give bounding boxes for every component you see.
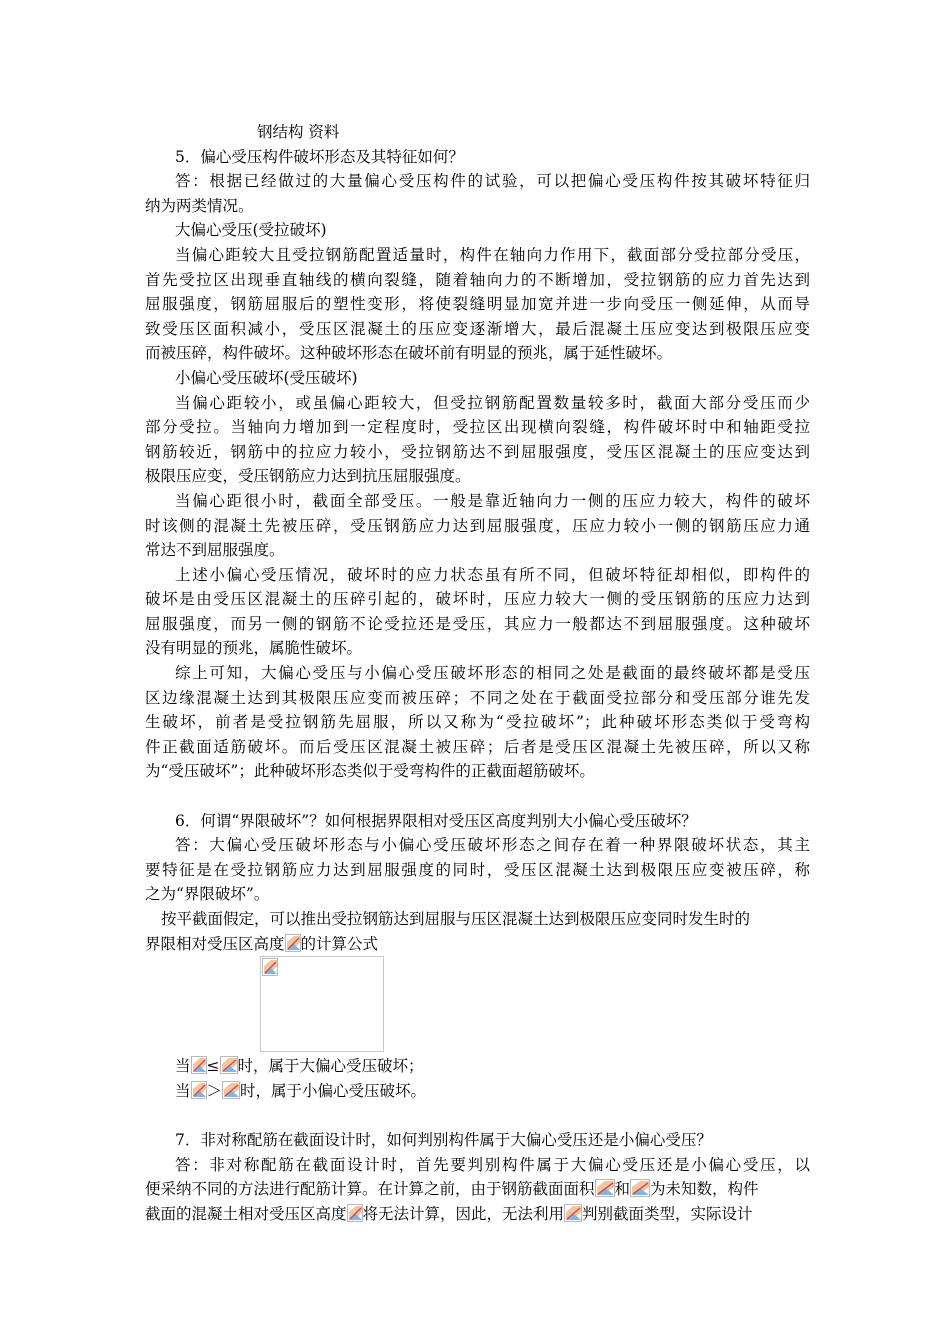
paragraph-line: 部分受拉。当轴向力增加到一定程度时，受拉区出现横向裂缝，构件破坏时中和轴距受拉: [145, 418, 810, 437]
text-fragment: 和: [614, 1180, 631, 1199]
paragraph-line: 综上可知，大偏心受压与小偏心受压破坏形态的相同之处是截面的最终破坏都是受压: [175, 664, 810, 683]
question-5-title: 5．偏心受压构件破坏形态及其特征如何？: [175, 147, 464, 166]
paragraph-line: [145, 1202, 810, 1227]
paragraph-line: 钢筋较近，钢筋中的拉应力较小，受拉钢筋达不到屈服强度，受压区混凝土的压应变达到: [145, 442, 810, 461]
paragraph-line: 屈服强度，而另一侧的钢筋不论受拉还是受压，其应力一般都达不到屈服强度。这种破坏: [145, 614, 810, 633]
paragraph-line: 生破坏，前者是受拉钢筋先屈服，所以又称为“受拉破坏”；此种破坏形态类似于受弯构: [145, 713, 810, 732]
question-6-title: 6．何谓“界限破坏”？如何根据界限相对受压区高度判别大小偏心受压破坏？: [175, 811, 697, 830]
text-fragment: 的计算公式: [300, 934, 379, 953]
text-fragment: 为未知数，构件: [650, 1180, 759, 1199]
document-page: [145, 120, 810, 1226]
text-fragment: 当: [175, 1057, 191, 1076]
operator-symbol: ≤: [206, 1057, 220, 1076]
paragraph-line: 按平截面假定，可以推出受拉钢筋达到屈服与压区混凝土达到极限压应变同时发生时的: [161, 910, 751, 928]
paragraph-line: 破坏是由受压区混凝土的压碎引起的，破坏时，压应力较大一侧的受压钢筋的压应力达到: [145, 590, 810, 609]
paragraph-line: 上述小偏心受压情况，破坏时的应力状态虽有所不同，但破坏特征却相似，即构件的: [175, 565, 810, 584]
broken-image-icon: [191, 1081, 207, 1099]
text-fragment: 截面的混凝土相对受压区高度: [145, 1204, 347, 1223]
formula-intro-line: [145, 932, 810, 957]
spacer: [145, 784, 810, 809]
q5-answer-line: 答：根据已经做过的大量偏心受压构件的试验，可以把偏心受压构件按其破坏特征归: [175, 172, 810, 191]
paragraph-line: 件正截面适筋破坏。而后受压区混凝土被压碎；后者是受压区混凝土先被压碎，所以又称: [145, 737, 810, 756]
operator-symbol: ＞: [206, 1081, 223, 1100]
text-fragment: 便采纳不同的方法进行配筋计算。在计算之前，由于钢筋截面面积: [145, 1180, 595, 1199]
condition-large-eccentric: [145, 1054, 810, 1079]
paragraph-line: 之为“界限破坏”。: [145, 885, 270, 904]
formula-image: [260, 956, 384, 1052]
small-eccentric-heading: 小偏心受压破坏(受压破坏): [175, 368, 358, 387]
broken-image-icon: [285, 934, 301, 952]
paragraph-line: 致受压区面积减小，受压区混凝土的压应变逐渐增大，最后混凝土压应变达到极限压应变: [145, 319, 810, 338]
paragraph-line: 区边缘混凝土达到其极限压应变而被压碎；不同之处在于截面受拉部分和受压部分谁先发: [145, 688, 810, 707]
paragraph-line: 当偏心距较小，或虽偏心距较大，但受拉钢筋配置数量较多时，截面大部分受压而少: [175, 393, 810, 412]
q5-answer-line: 纳为两类情况。: [145, 196, 254, 215]
paragraph-line: 要特征是在受拉钢筋应力达到屈服强度的同时，受压区混凝土达到极限压应变被压碎，称: [145, 860, 810, 879]
broken-image-icon: [595, 1179, 615, 1197]
text-fragment: 将无法计算，因此，无法利用: [362, 1204, 565, 1223]
condition-small-eccentric: [145, 1079, 810, 1104]
paragraph-line: [145, 1177, 810, 1202]
broken-image-icon: [630, 1179, 650, 1197]
broken-image-icon: [191, 1056, 207, 1074]
broken-image-icon: [347, 1204, 363, 1222]
broken-image-icon: [262, 958, 278, 976]
text-fragment: 界限相对受压区高度: [145, 934, 285, 953]
paragraph-line: 当偏心距很小时，截面全部受压。一般是靠近轴向力一侧的压应力较大，构件的破坏: [175, 491, 810, 510]
spacer: [145, 1103, 810, 1128]
question-7-title: 7．非对称配筋在截面设计时，如何判别构件属于大偏心受压还是小偏心受压？: [175, 1130, 712, 1149]
paragraph-line: 答：大偏心受压破坏形态与小偏心受压破坏形态之间存在着一种界限破坏状态，其主: [175, 836, 810, 855]
paragraph-line: 而被压碎，构件破坏。这种破坏形态在破坏前有明显的预兆，属于延性破坏。: [145, 344, 673, 363]
text-fragment: 时，属于小偏心受压破坏。: [240, 1081, 427, 1100]
broken-image-icon: [222, 1081, 240, 1099]
text-fragment: 时，属于大偏心受压破坏；: [237, 1057, 424, 1076]
text-fragment: 当: [175, 1081, 191, 1100]
paragraph-line: 答：非对称配筋在截面设计时，首先要判别构件属于大偏心受压还是小偏心受压，以: [175, 1155, 810, 1174]
broken-image-icon: [564, 1204, 582, 1222]
paragraph-line: 为“受压破坏”；此种破坏形态类似于受弯构件的正截面超筋破坏。: [145, 762, 595, 781]
paragraph-line: 没有明显的预兆，属脆性破坏。: [145, 639, 363, 658]
paragraph-line: 常达不到屈服强度。: [145, 541, 285, 560]
paragraph-line: 时该侧的混凝土先被压碎，受压钢筋应力达到屈服强度，压应力较小一侧的钢筋压应力通: [145, 516, 810, 535]
broken-image-icon: [220, 1056, 238, 1074]
page-header: 钢结构 资料: [257, 123, 340, 141]
paragraph-line: 屈服强度，钢筋屈服后的塑性变形，将使裂缝明显加宽并进一步向受压一侧延伸，从而导: [145, 295, 810, 314]
paragraph-line: 首先受拉区出现垂直轴线的横向裂缝，随着轴向力的不断增加，受拉钢筋的应力首先达到: [145, 270, 810, 289]
text-fragment: 判别截面类型，实际设计: [582, 1204, 753, 1223]
paragraph-line: 极限压应变，受压钢筋应力达到抗压屈服强度。: [145, 467, 471, 486]
large-eccentric-heading: 大偏心受压(受拉破坏): [175, 221, 327, 240]
paragraph-line: 当偏心距较大且受拉钢筋配置适量时，构件在轴向力作用下，截面部分受拉部分受压，: [175, 245, 810, 264]
